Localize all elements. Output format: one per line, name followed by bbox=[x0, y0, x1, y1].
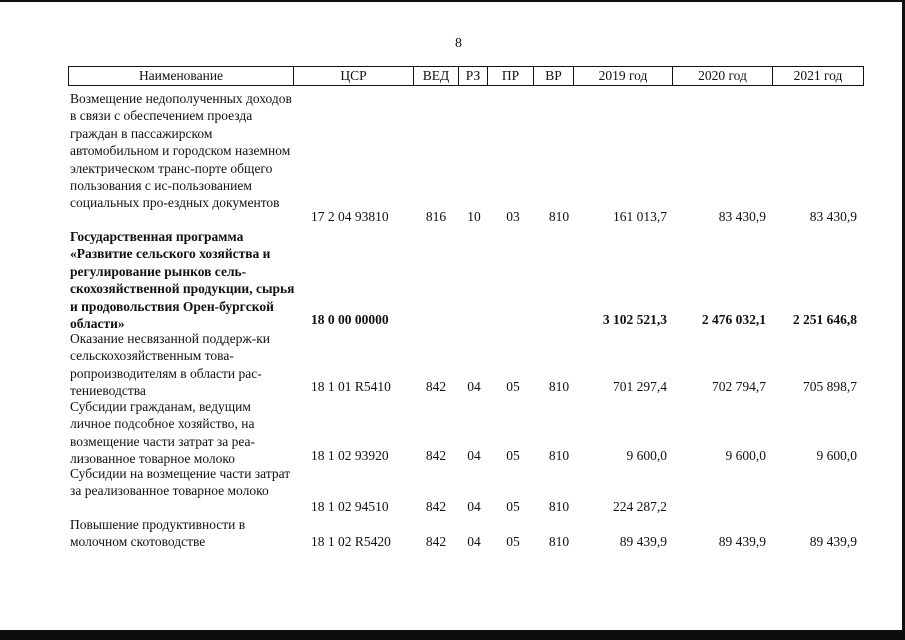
row-0-2019: 161 013,7 bbox=[613, 209, 667, 224]
row-1-csr: 18 0 00 00000 bbox=[311, 312, 389, 327]
row-4-name: Субсидии на возмещение части затрат за реализованное товарное молоко bbox=[70, 466, 291, 499]
row-5-2019: 89 439,9 bbox=[619, 534, 667, 549]
page-number: 8 bbox=[455, 36, 462, 51]
row-0-rz: 10 bbox=[467, 209, 481, 224]
row-2-rz: 04 bbox=[467, 379, 481, 394]
row-5-2020: 89 439,9 bbox=[718, 534, 766, 549]
header-csr: ЦСР bbox=[293, 67, 413, 85]
row-4-2019: 224 287,2 bbox=[613, 499, 667, 514]
row-3-2019: 9 600,0 bbox=[626, 448, 667, 463]
row-3-rz: 04 bbox=[467, 448, 481, 463]
row-2-name: Оказание несвязанной поддерж-ки сельскохозяйственным това-ропроизводителям в области рас-тениеводства bbox=[70, 331, 270, 399]
row-3-vr: 810 bbox=[548, 448, 570, 463]
row-0-2020: 83 430,9 bbox=[718, 209, 766, 224]
row-5-csr: 18 1 02 R5420 bbox=[311, 534, 391, 549]
row-1-2021: 2 251 646,8 bbox=[792, 312, 857, 327]
row-5-ved: 842 bbox=[425, 534, 447, 549]
header-pr: ПР bbox=[487, 67, 533, 85]
header-2021: 2021 год bbox=[772, 67, 863, 85]
row-3-pr: 05 bbox=[506, 448, 520, 463]
row-0-csr: 17 2 04 93810 bbox=[311, 209, 389, 224]
header-ved: ВЕД bbox=[413, 67, 458, 85]
row-3-2020: 9 600,0 bbox=[725, 448, 766, 463]
row-2-2020: 702 794,7 bbox=[712, 379, 766, 394]
row-5-2021: 89 439,9 bbox=[809, 534, 857, 549]
row-5-vr: 810 bbox=[548, 534, 570, 549]
row-4-vr: 810 bbox=[548, 499, 570, 514]
header-2019: 2019 год bbox=[573, 67, 672, 85]
row-2-ved: 842 bbox=[425, 379, 447, 394]
row-3-name: Субсидии гражданам, ведущим личное подсобное хозяйство, на возмещение части затрат за реа-лизованное товарное молоко bbox=[70, 399, 255, 467]
header-name: Наименование bbox=[138, 68, 224, 83]
row-5-rz: 04 bbox=[467, 534, 481, 549]
row-3-ved: 842 bbox=[425, 448, 447, 463]
scan-border-top bbox=[0, 0, 905, 2]
row-2-2019: 701 297,4 bbox=[613, 379, 667, 394]
header-2020: 2020 год bbox=[672, 67, 772, 85]
row-1-2020: 2 476 032,1 bbox=[701, 312, 766, 327]
row-0-ved: 816 bbox=[425, 209, 447, 224]
row-3-2021: 9 600,0 bbox=[816, 448, 857, 463]
table-header bbox=[68, 66, 864, 86]
row-2-csr: 18 1 01 R5410 bbox=[311, 379, 391, 394]
row-1-2019: 3 102 521,3 bbox=[602, 312, 667, 327]
header-rz: РЗ bbox=[458, 67, 487, 85]
row-0-2021: 83 430,9 bbox=[809, 209, 857, 224]
row-4-csr: 18 1 02 94510 bbox=[311, 499, 389, 514]
scan-border-bottom bbox=[0, 630, 905, 640]
row-0-vr: 810 bbox=[548, 209, 570, 224]
row-5-name: Повышение продуктивности в молочном скотоводстве bbox=[70, 517, 246, 550]
row-2-vr: 810 bbox=[548, 379, 570, 394]
row-2-pr: 05 bbox=[506, 379, 520, 394]
row-2-2021: 705 898,7 bbox=[803, 379, 857, 394]
header-vr: ВР bbox=[533, 67, 573, 85]
row-4-pr: 05 bbox=[506, 499, 520, 514]
row-3-csr: 18 1 02 93920 bbox=[311, 448, 389, 463]
row-5-pr: 05 bbox=[506, 534, 520, 549]
row-1-name: Государственная программа «Развитие сельского хозяйства и регулирование рынков сель-скохозяйственной продукции, сырья и продовольствия Орен-бургской области» bbox=[70, 229, 295, 332]
row-0-pr: 03 bbox=[506, 209, 520, 224]
row-4-ved: 842 bbox=[425, 499, 447, 514]
row-4-rz: 04 bbox=[467, 499, 481, 514]
row-0-name: Возмещение недополученных доходов в связи с обеспечением проезда граждан в пассажирском автомобильном и городском наземном электрическом транс-порте общего пользования с ис-пользованием социальных про-ездных документов bbox=[70, 91, 292, 211]
